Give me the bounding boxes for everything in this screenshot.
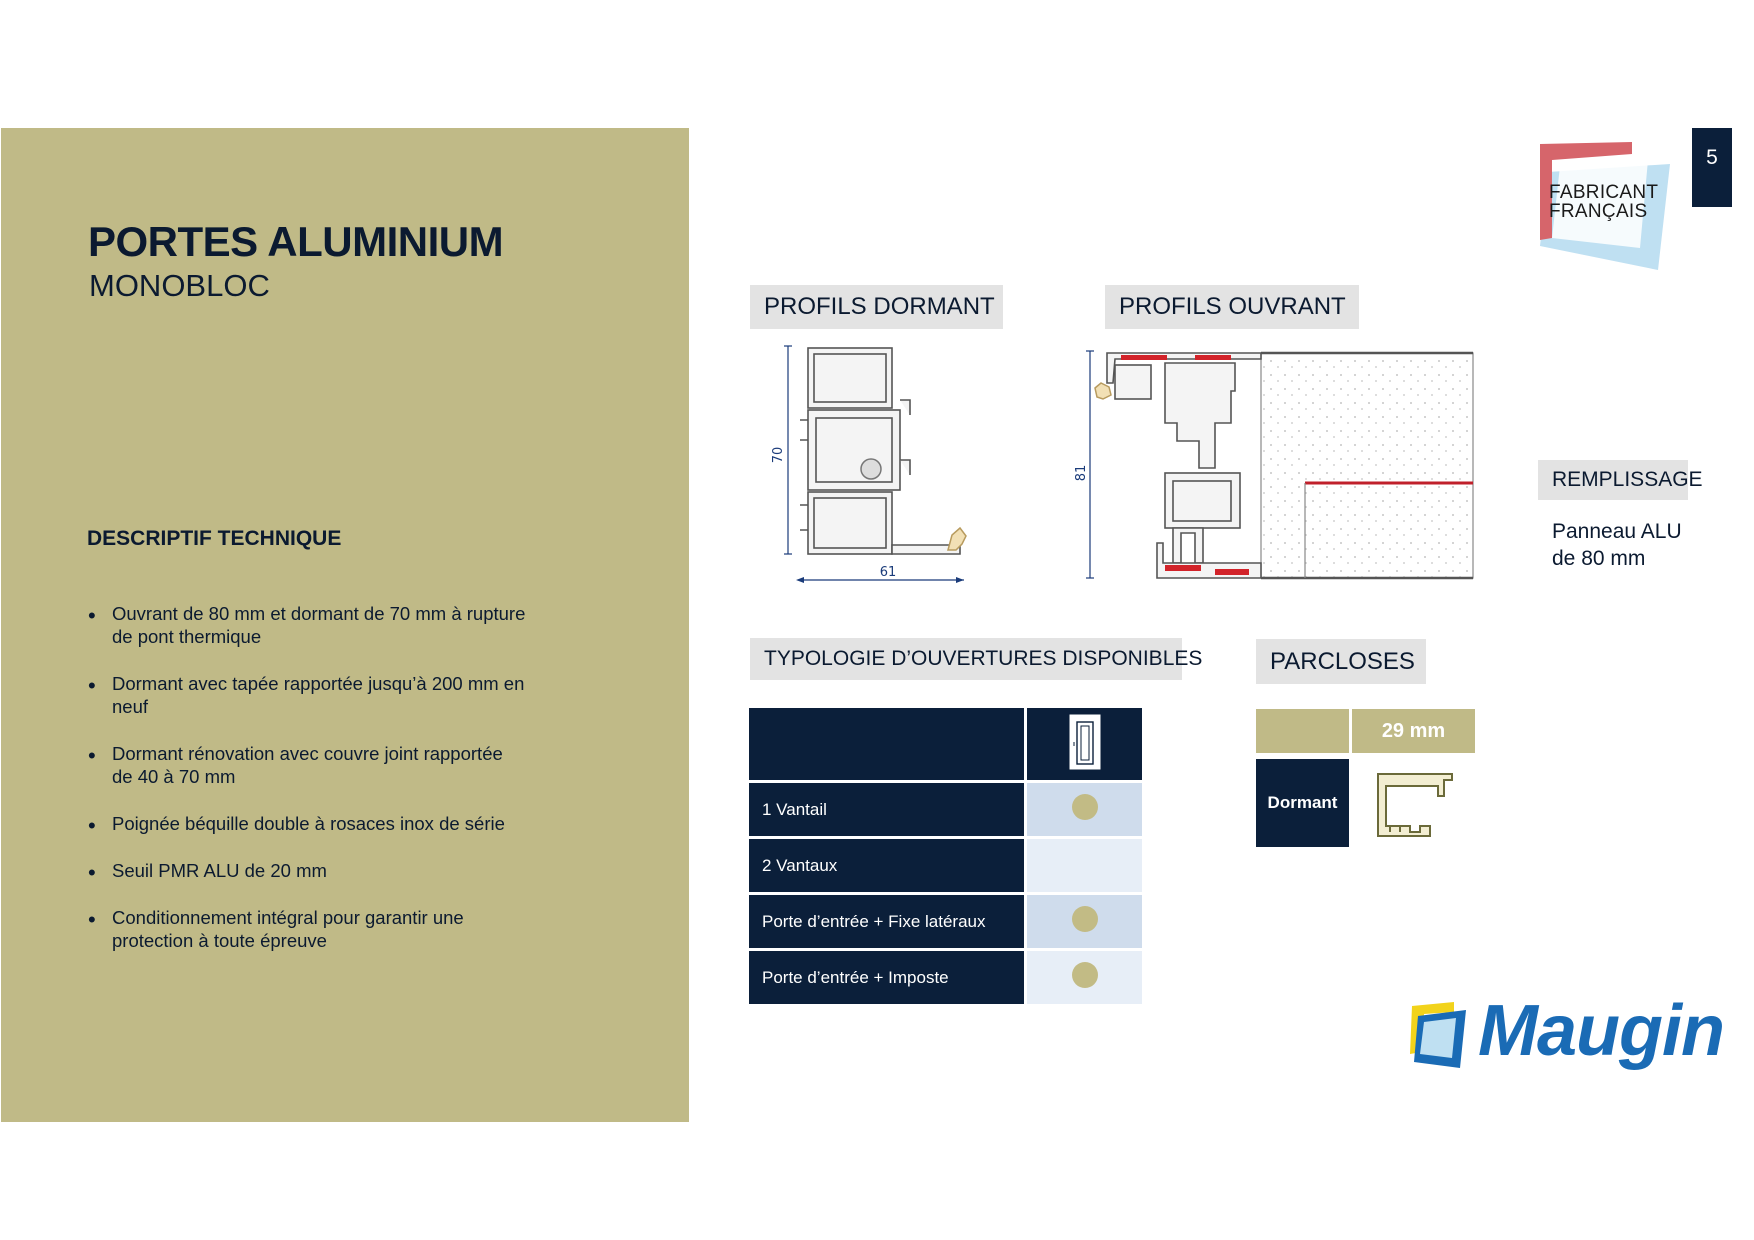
typologie-header-label-cell xyxy=(749,708,1027,783)
typologie-row-cell xyxy=(1027,951,1142,1007)
page-number: 5 xyxy=(1692,128,1732,207)
typologie-row-cell xyxy=(1027,839,1142,895)
typologie-row xyxy=(749,839,1142,895)
fabricant-line1: FABRICANT xyxy=(1549,182,1659,203)
ouvrant-profile-drawing xyxy=(1074,343,1485,583)
descriptif-item: • Ouvrant de 80 mm et dormant de 70 mm à rupture de pont thermique xyxy=(88,602,528,648)
typologie-row-label: Porte d’entrée + Imposte xyxy=(749,951,1027,1007)
maugin-logo-text: Maugin xyxy=(1478,991,1724,1071)
typologie-tag: TYPOLOGIE D’OUVERTURES DISPONIBLES xyxy=(750,638,1182,680)
available-dot-icon xyxy=(1072,962,1098,988)
typologie-row xyxy=(749,951,1142,1007)
descriptif-heading: DESCRIPTIF TECHNIQUE xyxy=(87,527,342,550)
remplissage-text: Panneau ALU de 80 mm xyxy=(1552,520,1682,570)
maugin-logo-icon xyxy=(1410,1002,1470,1070)
parcloses-size: 29 mm xyxy=(1352,709,1475,753)
descriptif-item: • Dormant avec tapée rapportée jusqu’à 200 mm en neuf xyxy=(88,672,528,718)
descriptif-item: • Poignée béquille double à rosaces inox de série xyxy=(88,812,528,835)
parclose-profile-drawing xyxy=(1370,766,1460,846)
fabricant-line2: FRANÇAIS xyxy=(1549,201,1648,222)
parcloses-header-empty xyxy=(1256,709,1349,753)
remplissage-tag: REMPLISSAGE xyxy=(1538,460,1688,500)
fabricant-francais-text xyxy=(1549,183,1658,221)
parcloses-row-label: Dormant xyxy=(1256,759,1349,847)
typologie-row-label: 1 Vantail xyxy=(749,783,1027,839)
typologie-header-row xyxy=(749,708,1142,783)
available-dot-icon xyxy=(1072,906,1098,932)
dormant-profile-drawing xyxy=(760,340,990,600)
typologie-row-label: Porte d’entrée + Fixe latéraux xyxy=(749,895,1027,951)
profils-dormant-tag: PROFILS DORMANT xyxy=(750,285,1003,329)
typologie-row xyxy=(749,783,1142,839)
typologie-row-cell xyxy=(1027,783,1142,839)
gasket-circle-icon xyxy=(861,459,881,479)
descriptif-list xyxy=(88,602,528,976)
descriptif-item: • Seuil PMR ALU de 20 mm xyxy=(88,859,528,882)
typologie-table xyxy=(749,708,1142,1007)
ouvrant-dim-height: 81 xyxy=(1074,464,1089,482)
profils-ouvrant-tag: PROFILS OUVRANT xyxy=(1105,285,1359,329)
descriptif-item: • Dormant rénovation avec couvre joint rapportée de 40 à 70 mm xyxy=(88,742,528,788)
door-icon xyxy=(1067,712,1103,772)
typologie-row-label: 2 Vantaux xyxy=(749,839,1027,895)
dormant-dim-height: 70 xyxy=(771,446,786,464)
parcloses-tag: PARCLOSES xyxy=(1256,639,1426,684)
typologie-row xyxy=(749,895,1142,951)
typologie-header-icon-cell xyxy=(1027,708,1142,783)
available-dot-icon xyxy=(1072,794,1098,820)
typologie-row-cell xyxy=(1027,895,1142,951)
descriptif-item: • Conditionnement intégral pour garantir une protection à toute épreuve xyxy=(88,906,528,952)
page-subtitle: MONOBLOC xyxy=(89,268,270,303)
page-title: PORTES ALUMINIUM xyxy=(88,218,504,265)
dormant-dim-width: 61 xyxy=(879,565,897,580)
